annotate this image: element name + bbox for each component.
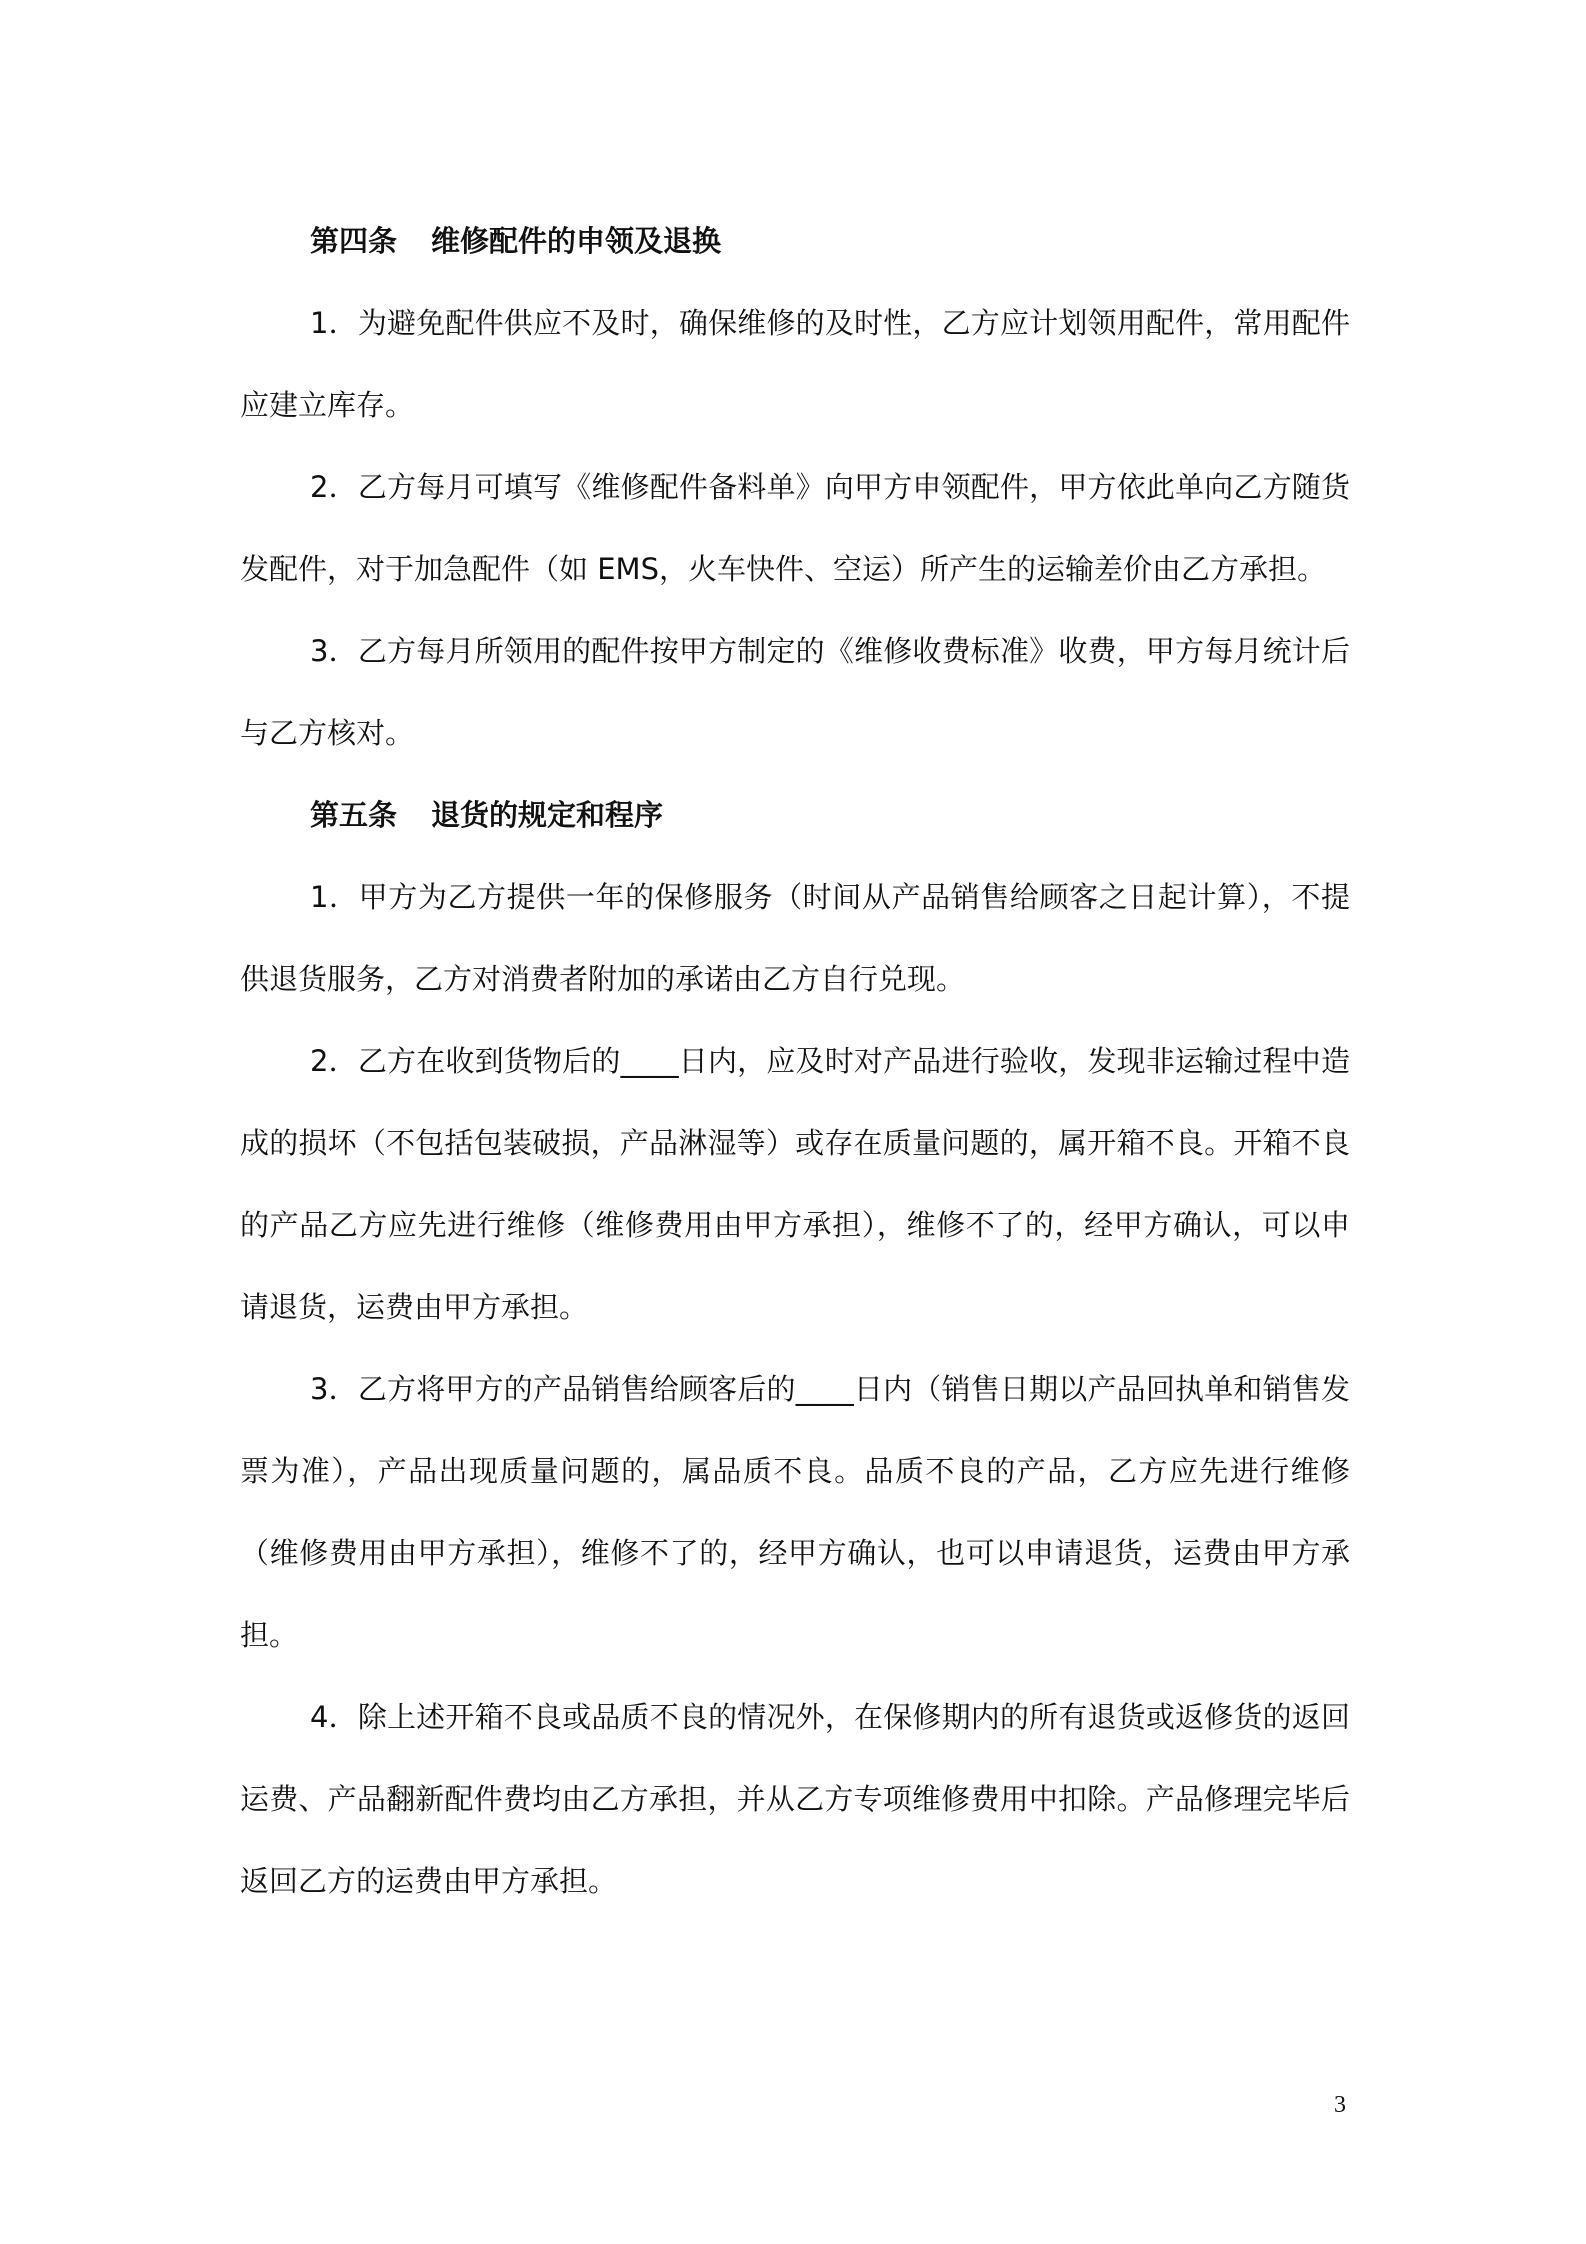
section-5-item-1: 1．甲方为乙方提供一年的保修服务（时间从产品销售给顾客之日起计算），不提供退货服务，乙方对消费者附加的承诺由乙方自行兑现。 [240,880,1350,996]
page-number: 3 [1334,2092,1346,2118]
section-5-item-4: 4．除上述开箱不良或品质不良的情况外，在保修期内的所有退货或返修货的返回运费、产品翻新配件费均由乙方承担，并从乙方专项维修费用中扣除。产品修理完毕后返回乙方的运费由甲方承担。 [240,1700,1350,1898]
section-4-heading [240,200,1350,282]
section-4-item-3: 3．乙方每月所领用的配件按甲方制定的《维修收费标准》收费，甲方每月统计后与乙方核对。 [240,634,1350,750]
section-4-title: 维修配件的申领及退换 [431,224,722,258]
section-5-number: 第五条 [310,798,398,832]
section-5-heading [240,774,1350,856]
section-5-item-3: 3．乙方将甲方的产品销售给顾客后的____日内（销售日期以产品回执单和销售发票为准），产品出现质量问题的，属品质不良。品质不良的产品，乙方应先进行维修（维修费用由甲方承担），维修不了的，经甲方确认，也可以申请退货，运费由甲方承担。 [240,1372,1350,1652]
document-body [240,200,1350,1922]
section-4-number: 第四条 [310,224,398,258]
section-5-item-2: 2．乙方在收到货物后的____日内，应及时对产品进行验收，发现非运输过程中造成的损坏（不包括包装破损，产品淋湿等）或存在质量问题的，属开箱不良。开箱不良的产品乙方应先进行维修（维修费用由甲方承担），维修不了的，经甲方确认，可以申请退货，运费由甲方承担。 [240,1044,1350,1324]
section-5-title: 退货的规定和程序 [431,798,664,832]
section-4-item-1: 1．为避免配件供应不及时，确保维修的及时性，乙方应计划领用配件，常用配件应建立库存。 [240,306,1350,422]
section-4-item-2: 2．乙方每月可填写《维修配件备料单》向甲方申领配件，甲方依此单向乙方随货发配件，对于加急配件（如 EMS，火车快件、空运）所产生的运输差价由乙方承担。 [240,470,1350,586]
